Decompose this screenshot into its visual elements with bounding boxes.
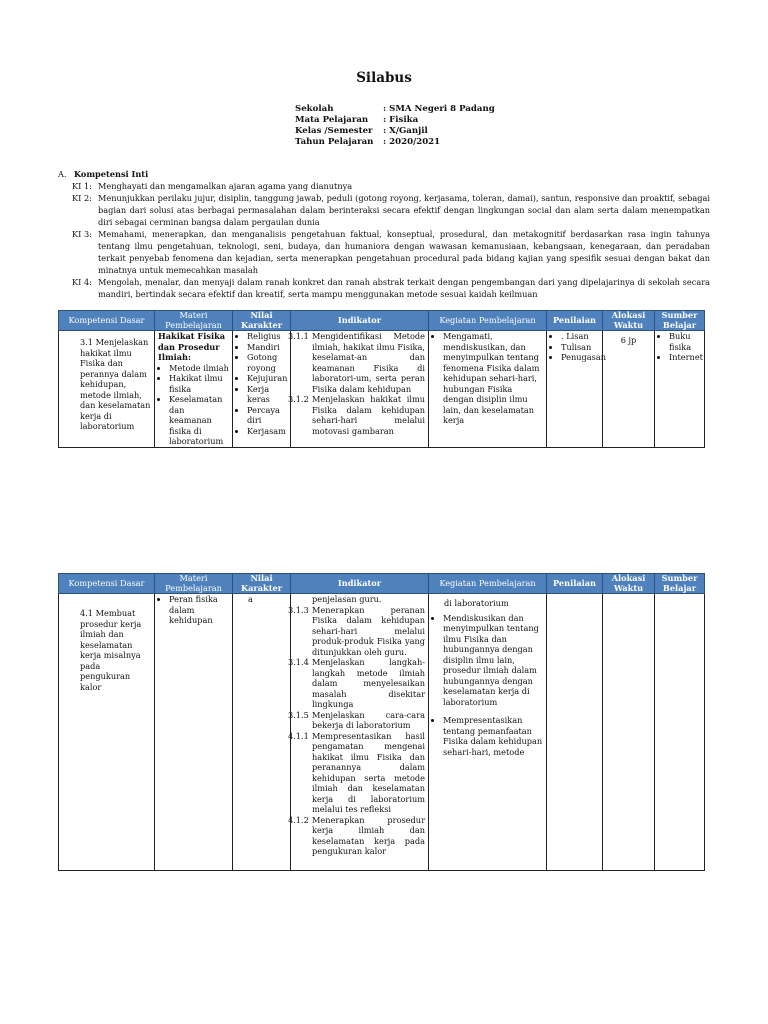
document-title: Silabus	[356, 70, 412, 86]
syllabus-table-2	[58, 573, 705, 871]
cell-kompetensi-dasar	[59, 331, 155, 448]
indikator-number: 3.1.3	[288, 604, 309, 615]
list-item: • Keselamatan dan keamanan fisika di laboratorium	[169, 394, 229, 447]
header-penilaian: Penilaian	[547, 574, 603, 594]
syllabus-table-1	[58, 310, 705, 448]
indikator-number: 3.1.1	[288, 331, 309, 341]
cell-penilaian	[547, 594, 603, 871]
alokasi-text: 6 jp	[620, 335, 637, 345]
meta-value: : Fisika	[383, 115, 419, 125]
meta-value: : 2020/2021	[383, 137, 441, 147]
indikator-lead: penjelasan guru.	[312, 594, 382, 604]
header-kompetensi-dasar: Kompetensi Dasar	[59, 574, 155, 594]
ki-heading	[58, 168, 710, 180]
header-sumber: Sumber Belajar	[655, 311, 705, 331]
meta-row-sekolah	[295, 104, 495, 115]
indikator-item	[288, 331, 425, 394]
header-materi: Materi Pembelajaran	[155, 574, 233, 594]
header-kompetensi-dasar: Kompetensi Dasar	[59, 311, 155, 331]
meta-key: Tahun Pelajaran	[295, 137, 374, 147]
cell-penilaian	[547, 331, 607, 448]
indikator-item	[288, 657, 425, 710]
kegiatan-list	[432, 613, 543, 758]
list-item: • Peran fisika dalam kehidupan	[169, 594, 229, 626]
list-item: • Kerja keras	[247, 384, 287, 405]
header-kegiatan: Kegiatan Pembelajaran	[429, 311, 547, 331]
ki-section	[58, 168, 710, 300]
cell-alokasi	[603, 331, 655, 448]
list-item: • Penugasan	[561, 352, 599, 363]
header-indikator: Indikator	[291, 311, 429, 331]
meta-row-mapel	[295, 115, 495, 126]
list-item: • Hakikat ilmu fisika	[169, 373, 229, 394]
cell-alokasi	[603, 594, 655, 871]
header-nilai-karakter: Nilai Karakter	[233, 574, 291, 594]
indikator-text: Menjelaskan langkah-langkah metode ilmiah dalam menyelesaikan masalah disekitar lingkunga	[312, 657, 425, 709]
list-item: • Tulisan	[561, 342, 599, 353]
ki-text: Mengolah, menalar, dan menyaji dalam ranah konkret dan ranah abstrak terkait dengan pengembangan dari yang dipelajarinya di sekolah secara mandiri, bertindak secara efektif dan kreatif, serta mampu menggunakan metode sesuai kaidah keilmuan	[98, 277, 710, 299]
ki-text: Menghayati dan mengamalkan ajaran agama yang dianutnya	[98, 181, 353, 191]
indikator-text: Menerapkan peranan Fisika dalam kehidupan sehari-hari melalui produk-produk Fisika yang ditunjukkan oleh guru.	[312, 604, 425, 657]
indikator-number: 3.1.5	[288, 709, 309, 720]
materi-title: Hakikat Fisika dan Prosedur Ilmiah:	[158, 331, 226, 362]
cell-nilai-karakter	[233, 594, 291, 871]
table-row	[59, 331, 705, 448]
list-item: • Mengamati, mendiskusikan, dan menyimpulkan tentang fenomena Fisika dalam kehidupan sehari-hari, hubungan Fisika dengan disiplin ilmu lain, dan keselamatan kerja	[443, 331, 543, 426]
ki-code: KI 4:	[72, 277, 92, 287]
ki-item	[58, 228, 710, 276]
indikator-text: Mengidentifikasi Metode ilmiah, hakikat ilmu Fisika, keselamat-an dan keamanan Fisika di laboratori-um, serta peran Fisika dalam kehidupan	[312, 331, 425, 394]
ki-code: KI 2:	[72, 193, 92, 203]
penilaian-list	[550, 331, 607, 363]
indikator-number: 4.1.1	[288, 730, 309, 741]
table-header-row	[59, 574, 705, 594]
cell-kompetensi-dasar	[59, 594, 155, 871]
meta-key: Kelas /Semester	[295, 126, 373, 136]
cell-sumber	[655, 594, 705, 871]
header-materi: Materi Pembelajaran	[155, 311, 233, 331]
cell-indikator	[288, 331, 429, 448]
meta-block	[295, 104, 495, 148]
section-heading: Kompetensi Inti	[74, 169, 149, 179]
list-item: • Percaya diri	[247, 405, 287, 426]
ki-item	[58, 276, 710, 300]
cell-kegiatan	[429, 331, 547, 448]
indikator-item	[288, 604, 425, 658]
header-indikator: Indikator	[291, 574, 429, 594]
meta-key: Mata Pelajaran	[295, 115, 369, 125]
nilai-list	[236, 331, 287, 436]
list-item: • Gotong royong	[247, 352, 287, 373]
list-item: • Kejujuran	[247, 373, 287, 384]
indikator-text: Mempresentasikan hasil pengamatan mengenai hakikat ilmu Fisika dan peranannya dalam kehidupan serta metode ilmiah dan keselamatan kerja di laboratorium melalui tes refleksi	[312, 730, 425, 814]
ki-code: KI 3:	[72, 229, 92, 239]
kd-text: 4.1 Membuat prosedur kerja ilmiah dan keselamatan kerja misalnya pada pengukuran kalor	[80, 608, 142, 692]
list-item: • Mendiskusikan dan menyimpulkan tentang ilmu Fisika dan hubungannya dengan disiplin ilmu lain, prosedur ilmiah dalam hubungannya dengan keselamatan kerja di laboratorium	[443, 613, 543, 708]
list-item: • Mempresentasikan tentang pemanfaatan Fisika dalam kehidupan sehari-hari, metode	[443, 715, 543, 757]
kegiatan-lead: di laboratorium	[444, 598, 509, 608]
meta-value: : SMA Negeri 8 Padang	[383, 104, 495, 114]
ki-item	[58, 192, 710, 228]
header-sumber: Sumber Belajar	[655, 574, 705, 594]
cell-materi	[155, 331, 233, 448]
meta-key: Sekolah	[295, 104, 334, 114]
indikator-text: Menjelaskan hakikat ilmu Fisika dalam kehidupan sehari-hari melalui motovasi gambaran	[312, 394, 425, 436]
indikator-item	[288, 730, 425, 815]
header-penilaian: Penilaian	[547, 311, 603, 331]
materi-list	[158, 363, 229, 447]
section-letter: A.	[58, 169, 67, 179]
list-item: • . Lisan	[561, 331, 599, 342]
header-kegiatan: Kegiatan Pembelajaran	[429, 574, 547, 594]
header-alokasi: Alokasi Waktu	[603, 311, 655, 331]
table-header-row	[59, 311, 705, 331]
indikator-text: Menjelaskan cara-cara bekerja di laboratorium	[312, 709, 425, 730]
cell-indikator	[288, 594, 429, 871]
indikator-number: 3.1.2	[288, 394, 309, 404]
header-nilai-karakter: Nilai Karakter	[233, 311, 291, 331]
list-item: • Metode ilmiah	[169, 363, 229, 374]
list-item: • Kerjasam	[247, 426, 287, 437]
kegiatan-list	[432, 331, 543, 426]
cell-sumber	[655, 331, 705, 448]
list-item: • Mandiri	[247, 342, 287, 353]
ki-text: Memahami, menerapkan, dan menganalisis pengetahuan faktual, konseptual, prosedural, dan metakognitif berdasarkan rasa ingin tahunya tentang ilmu pengetahuan, teknologi, seni, budaya, dan humaniora dengan wawasan kemanusiaan, kebangsaan, kenegaraan, dan peradaban terkait penyebab fenomena dan kejadian, serta menerapkan pengetahuan procedural pada bidang kajian yang spesifik sesuai dengan bakat dan minatnya untuk memecahkan masalah	[98, 229, 710, 275]
meta-value: : X/Ganjil	[383, 126, 428, 136]
ki-item	[58, 180, 710, 192]
cell-kegiatan	[429, 594, 547, 871]
ki-text: Menunjukkan perilaku jujur, disiplin, tanggung jawab, peduli (gotong royong, kerjasama, toleran, damai), santun, responsive dan proaktif, sebagai bagian dari solusi atas berbagai permasalahan dalam berinteraksi secara efektif dengan lingkungan social dan alam serta dalam menempatkan diri sebagai cerminan bangsa dalam pergaulan dunia	[98, 193, 710, 227]
list-item: • Religius	[247, 331, 287, 342]
sumber-list	[658, 331, 701, 363]
meta-row-kelas	[295, 126, 495, 137]
indikator-item	[288, 394, 425, 436]
materi-list	[158, 594, 229, 626]
ki-code: KI 1:	[72, 181, 92, 191]
list-item: • Internet	[669, 352, 701, 363]
cell-nilai-karakter	[233, 331, 291, 448]
cell-materi	[155, 594, 233, 871]
indikator-item	[288, 814, 425, 857]
indikator-text: Menerapkan prosedur kerja ilmiah dan keselamatan kerja pada pengukuran kalor	[312, 814, 425, 856]
table-row	[59, 594, 705, 871]
meta-row-tahun	[295, 137, 495, 148]
list-item: • Buku fisika	[669, 331, 701, 352]
kd-text: 3.1 Menjelaskan hakikat ilmu Fisika dan perannya dalam kehidupan, metode ilmiah, dan keselamatan kerja di laboratorium	[80, 337, 151, 431]
indikator-number: 4.1.2	[288, 814, 309, 825]
indikator-item	[288, 709, 425, 731]
indikator-number: 3.1.4	[288, 657, 309, 667]
header-alokasi: Alokasi Waktu	[603, 574, 655, 594]
nilai-text: a	[248, 594, 253, 604]
